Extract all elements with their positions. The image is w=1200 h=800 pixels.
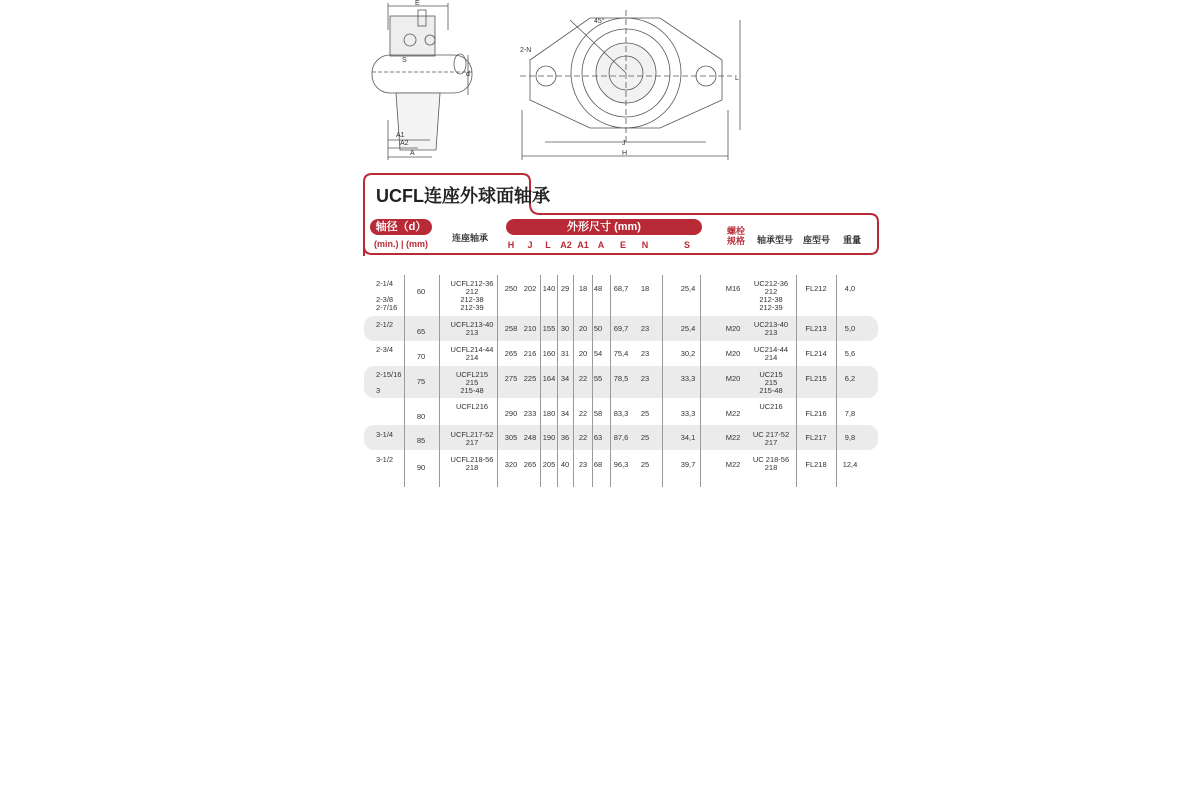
cell-a1: 20 bbox=[578, 324, 588, 333]
cell-unit: UCFL217-52 217 bbox=[450, 430, 494, 447]
dim-col-a1: A1 bbox=[577, 240, 589, 250]
cell-housing: FL215 bbox=[805, 374, 827, 383]
column-divider bbox=[557, 275, 558, 487]
cell-h: 265 bbox=[504, 349, 518, 358]
cell-a2: 30 bbox=[560, 324, 570, 333]
cell-bolt: M16 bbox=[725, 284, 741, 293]
cell-j: 233 bbox=[523, 409, 537, 418]
column-divider bbox=[404, 275, 405, 487]
cell-bearing: UC214-44 214 bbox=[753, 345, 789, 362]
cell-a2: 34 bbox=[560, 374, 570, 383]
cell-j: 210 bbox=[523, 324, 537, 333]
column-divider bbox=[700, 275, 701, 487]
cell-a2: 36 bbox=[560, 433, 570, 442]
cell-unit: UCFL215 215 215-48 bbox=[455, 370, 489, 395]
cell-n: 23 bbox=[640, 349, 650, 358]
label-s: S bbox=[402, 57, 407, 64]
label-a1: A1 bbox=[396, 132, 405, 139]
cell-mm: 60 bbox=[416, 287, 426, 296]
column-divider bbox=[439, 275, 440, 487]
column-divider bbox=[540, 275, 541, 487]
cell-inch: 2-1/2 bbox=[376, 320, 394, 329]
header-bearing-no: 轴承型号 bbox=[757, 235, 794, 245]
cell-j: 265 bbox=[523, 460, 537, 469]
cell-s: 30,2 bbox=[680, 349, 696, 358]
cell-inch: 2-15/16 3 bbox=[376, 370, 402, 395]
cell-inch: 2-3/4 bbox=[376, 345, 394, 354]
cell-bolt: M22 bbox=[725, 433, 741, 442]
cell-a: 54 bbox=[593, 349, 603, 358]
cell-s: 25,4 bbox=[680, 284, 696, 293]
cell-unit: UCFL213-40 213 bbox=[450, 320, 494, 337]
cell-bearing: UC216 bbox=[759, 402, 783, 411]
cell-a: 55 bbox=[593, 374, 603, 383]
cell-h: 305 bbox=[504, 433, 518, 442]
cell-housing: FL214 bbox=[805, 349, 827, 358]
column-divider bbox=[836, 275, 837, 487]
cell-housing: FL216 bbox=[805, 409, 827, 418]
label-l: L bbox=[735, 75, 739, 82]
column-divider bbox=[573, 275, 574, 487]
cell-bolt: M22 bbox=[725, 460, 741, 469]
header-weight: 重量 bbox=[843, 235, 862, 245]
cell-e: 75,4 bbox=[613, 349, 629, 358]
cell-n: 23 bbox=[640, 374, 650, 383]
cell-s: 25,4 bbox=[680, 324, 696, 333]
cell-e: 68,7 bbox=[613, 284, 629, 293]
cell-n: 25 bbox=[640, 409, 650, 418]
header-housing-no: 座型号 bbox=[803, 235, 831, 245]
cell-weight: 6,2 bbox=[844, 374, 856, 383]
column-divider bbox=[610, 275, 611, 487]
cell-weight: 5,6 bbox=[844, 349, 856, 358]
cell-a2: 31 bbox=[560, 349, 570, 358]
cell-j: 225 bbox=[523, 374, 537, 383]
cell-a1: 22 bbox=[578, 409, 588, 418]
cell-j: 216 bbox=[523, 349, 537, 358]
label-2n: 2-N bbox=[520, 47, 532, 54]
cell-h: 275 bbox=[504, 374, 518, 383]
cell-a2: 29 bbox=[560, 284, 570, 293]
dim-col-n: N bbox=[641, 240, 649, 250]
cell-e: 78,5 bbox=[613, 374, 629, 383]
dim-col-a2: A2 bbox=[560, 240, 572, 250]
cell-unit: UCFL216 bbox=[455, 402, 489, 411]
cell-bearing: UC 218-56 218 bbox=[752, 455, 790, 472]
cell-n: 23 bbox=[640, 324, 650, 333]
label-e: E bbox=[415, 0, 420, 7]
cell-h: 320 bbox=[504, 460, 518, 469]
cell-l: 180 bbox=[542, 409, 556, 418]
cell-housing: FL217 bbox=[805, 433, 827, 442]
cell-bearing: UC 217-52 217 bbox=[752, 430, 790, 447]
cell-inch: 3-1/4 bbox=[376, 430, 394, 439]
cell-unit: UCFL214-44 214 bbox=[450, 345, 494, 362]
cell-a: 58 bbox=[593, 409, 603, 418]
cell-a: 50 bbox=[593, 324, 603, 333]
cell-weight: 5,0 bbox=[844, 324, 856, 333]
cell-weight: 9,8 bbox=[844, 433, 856, 442]
dim-col-e: E bbox=[619, 240, 627, 250]
cell-mm: 70 bbox=[416, 352, 426, 361]
cell-l: 155 bbox=[542, 324, 556, 333]
cell-h: 258 bbox=[504, 324, 518, 333]
cell-bolt: M20 bbox=[725, 374, 741, 383]
cell-a: 63 bbox=[593, 433, 603, 442]
cell-l: 205 bbox=[542, 460, 556, 469]
cell-weight: 4,0 bbox=[844, 284, 856, 293]
header-bolt: 螺栓 规格 bbox=[727, 226, 746, 246]
label-j: J bbox=[622, 140, 626, 147]
dim-col-l: L bbox=[545, 240, 551, 250]
cell-h: 290 bbox=[504, 409, 518, 418]
cell-housing: FL213 bbox=[805, 324, 827, 333]
column-divider bbox=[662, 275, 663, 487]
cell-a1: 23 bbox=[578, 460, 588, 469]
cell-n: 25 bbox=[640, 433, 650, 442]
cell-j: 202 bbox=[523, 284, 537, 293]
cell-weight: 12,4 bbox=[842, 460, 858, 469]
cell-unit: UCFL212-36 212 212-38 212-39 bbox=[450, 279, 494, 312]
cell-bearing: UC213-40 213 bbox=[753, 320, 789, 337]
cell-inch: 2-1/4 2-3/8 2-7/16 bbox=[376, 279, 398, 312]
dim-col-s: S bbox=[683, 240, 691, 250]
cell-a1: 20 bbox=[578, 349, 588, 358]
cell-j: 248 bbox=[523, 433, 537, 442]
cell-bearing: UC215 215 215-48 bbox=[759, 370, 783, 395]
cell-mm: 85 bbox=[416, 436, 426, 445]
cell-h: 250 bbox=[504, 284, 518, 293]
cell-weight: 7,8 bbox=[844, 409, 856, 418]
dim-col-h: H bbox=[507, 240, 515, 250]
cell-bolt: M20 bbox=[725, 349, 741, 358]
cell-s: 33,3 bbox=[680, 409, 696, 418]
cell-l: 164 bbox=[542, 374, 556, 383]
dim-col-a: A bbox=[597, 240, 605, 250]
cell-e: 83,3 bbox=[613, 409, 629, 418]
header-bearing-unit: 连座轴承 bbox=[452, 233, 489, 243]
cell-l: 160 bbox=[542, 349, 556, 358]
cell-mm: 65 bbox=[416, 327, 426, 336]
technical-drawing bbox=[360, 0, 760, 165]
cell-mm: 80 bbox=[416, 412, 426, 421]
cell-bearing: UC212-36 212 212-38 212-39 bbox=[753, 279, 789, 312]
cell-s: 39,7 bbox=[680, 460, 696, 469]
label-angle: 45° bbox=[594, 18, 605, 25]
cell-e: 69,7 bbox=[613, 324, 629, 333]
dim-col-j: J bbox=[527, 240, 533, 250]
cell-a: 68 bbox=[593, 460, 603, 469]
cell-bolt: M20 bbox=[725, 324, 741, 333]
cell-s: 34,1 bbox=[680, 433, 696, 442]
cell-mm: 75 bbox=[416, 377, 426, 386]
cell-n: 25 bbox=[640, 460, 650, 469]
cell-s: 33,3 bbox=[680, 374, 696, 383]
page-title: UCFL连座外球面轴承 bbox=[376, 186, 550, 206]
column-divider bbox=[796, 275, 797, 487]
column-divider bbox=[497, 275, 498, 487]
label-a: A bbox=[410, 150, 415, 157]
cell-l: 140 bbox=[542, 284, 556, 293]
cell-inch: 3-1/2 bbox=[376, 455, 394, 464]
cell-a: 48 bbox=[593, 284, 603, 293]
cell-a2: 40 bbox=[560, 460, 570, 469]
cell-n: 18 bbox=[640, 284, 650, 293]
cell-mm: 90 bbox=[416, 463, 426, 472]
cell-a1: 22 bbox=[578, 433, 588, 442]
cell-unit: UCFL218-56 218 bbox=[450, 455, 494, 472]
cell-housing: FL218 bbox=[805, 460, 827, 469]
label-h: H bbox=[622, 150, 628, 157]
label-d: d bbox=[466, 71, 470, 78]
cell-e: 96,3 bbox=[613, 460, 629, 469]
cell-e: 87,6 bbox=[613, 433, 629, 442]
cell-a1: 18 bbox=[578, 284, 588, 293]
cell-housing: FL212 bbox=[805, 284, 827, 293]
cell-a2: 34 bbox=[560, 409, 570, 418]
header-dimensions: 外形尺寸 (mm) bbox=[506, 219, 702, 235]
header-shaft-sub: (min.) | (mm) bbox=[374, 239, 429, 249]
cell-a1: 22 bbox=[578, 374, 588, 383]
cell-l: 190 bbox=[542, 433, 556, 442]
header-shaft: 轴径（d） bbox=[370, 219, 432, 235]
label-a2: A2 bbox=[400, 140, 409, 147]
cell-bolt: M22 bbox=[725, 409, 741, 418]
